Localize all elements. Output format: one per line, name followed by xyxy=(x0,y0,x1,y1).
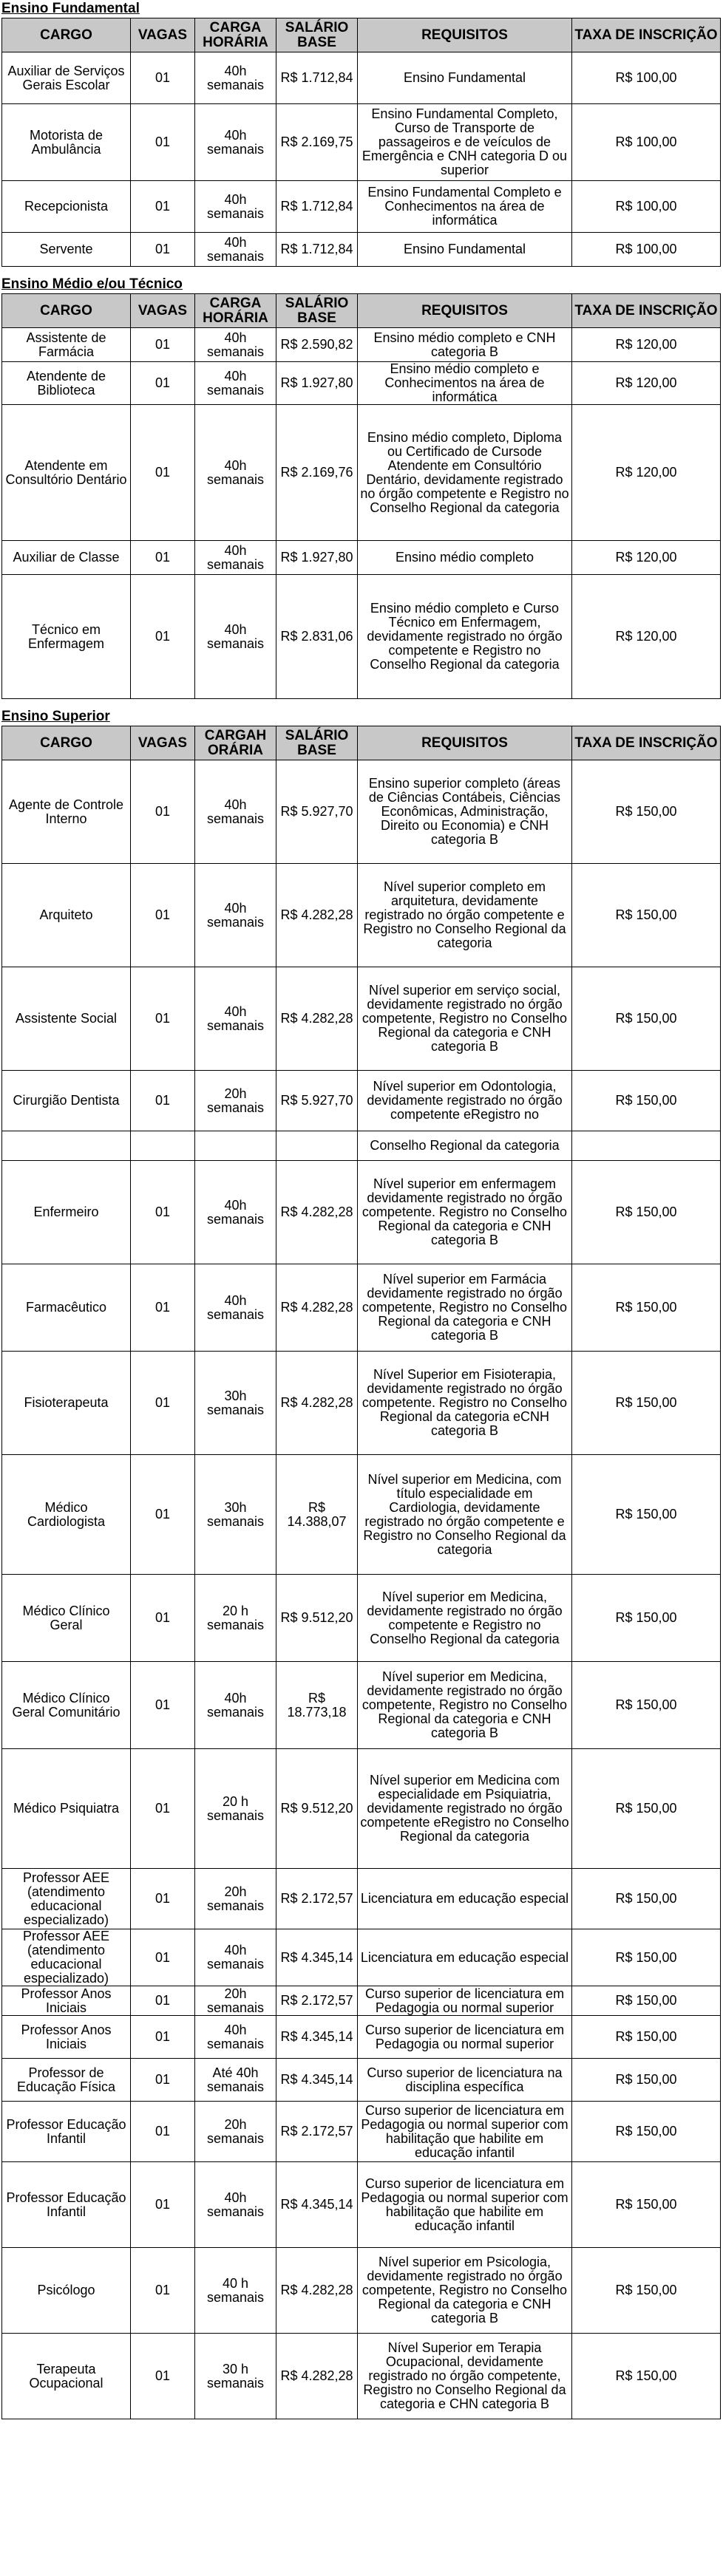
table-header xyxy=(2,294,721,328)
cargo-cell: Médico Cardiologista xyxy=(2,1455,131,1575)
cargo-cell: Fisioterapeuta xyxy=(2,1352,131,1455)
taxa-cell: R$ 120,00 xyxy=(572,328,721,362)
carga-cell: 30h semanais xyxy=(195,1455,276,1575)
table-header xyxy=(2,726,721,760)
salario-cell: R$ 5.927,70 xyxy=(276,760,358,864)
carga-cell: 40h semanais xyxy=(195,2016,276,2059)
table-row xyxy=(2,1352,721,1455)
vagas-cell: 01 xyxy=(131,541,195,575)
taxa-cell: R$ 150,00 xyxy=(572,1575,721,1662)
taxa-cell: R$ 120,00 xyxy=(572,541,721,575)
table-row xyxy=(2,405,721,541)
table-row xyxy=(2,760,721,864)
cargo-cell: Recepcionista xyxy=(2,181,131,233)
requisitos-cell: Nível superior completo em arquitetura, devidamente registrado no órgão competente e Registro no Conselho Regional da categoria xyxy=(358,864,572,967)
salario-cell: R$ 2.831,06 xyxy=(276,575,358,699)
vagas-cell: 01 xyxy=(131,2016,195,2059)
requisitos-cell: Ensino Fundamental xyxy=(358,233,572,267)
carga-cell: 30h semanais xyxy=(195,1352,276,1455)
taxa-cell: R$ 150,00 xyxy=(572,1662,721,1749)
carga-cell: 40h semanais xyxy=(195,405,276,541)
vagas-cell: 01 xyxy=(131,1161,195,1264)
salario-cell: R$ 4.345,14 xyxy=(276,2016,358,2059)
carga-cell: 20 h semanais xyxy=(195,1749,276,1869)
table-row xyxy=(2,2016,721,2059)
requisitos-cell: Ensino médio completo e CNH categoria B xyxy=(358,328,572,362)
taxa-cell: R$ 100,00 xyxy=(572,52,721,104)
salario-cell: R$ 5.927,70 xyxy=(276,1071,358,1131)
cargo-cell: Assistente de Farmácia xyxy=(2,328,131,362)
salario-cell: R$ 14.388,07 xyxy=(276,1455,358,1575)
table-row xyxy=(2,52,721,104)
column-header: CARGO xyxy=(2,294,131,328)
table-row xyxy=(2,1749,721,1869)
taxa-cell: R$ 150,00 xyxy=(572,1352,721,1455)
requisitos-cell: Nível superior em Odontologia, devidamente registrado no órgão competente eRegistro no xyxy=(358,1071,572,1131)
cargo-cell: Enfermeiro xyxy=(2,1161,131,1264)
column-header: VAGAS xyxy=(131,18,195,52)
vagas-cell: 01 xyxy=(131,1352,195,1455)
cargo-cell: Professor Anos Iniciais xyxy=(2,1986,131,2016)
vagas-cell: 01 xyxy=(131,1455,195,1575)
column-header: TAXA DE INSCRIÇÃO xyxy=(572,18,721,52)
section-title-fundamental: Ensino Fundamental xyxy=(1,1,140,16)
table-row xyxy=(2,1662,721,1749)
carga-cell: 40h semanais xyxy=(195,760,276,864)
salario-cell: R$ 2.172,57 xyxy=(276,1986,358,2016)
carga-cell: 40 h semanais xyxy=(195,2248,276,2334)
table-row xyxy=(2,1986,721,2016)
table-medio xyxy=(1,293,721,699)
carga-cell: 20h semanais xyxy=(195,1986,276,2016)
cargo-cell: Auxiliar de Classe xyxy=(2,541,131,575)
table-row xyxy=(2,575,721,699)
vagas-cell: 01 xyxy=(131,2102,195,2162)
cargo-cell: Farmacêutico xyxy=(2,1264,131,1352)
taxa-cell: R$ 150,00 xyxy=(572,1161,721,1264)
column-header: CARGA HORÁRIA xyxy=(195,18,276,52)
taxa-cell: R$ 150,00 xyxy=(572,1071,721,1131)
taxa-cell: R$ 150,00 xyxy=(572,2059,721,2102)
salario-cell: R$ 4.282,28 xyxy=(276,2248,358,2334)
column-header: CARGO xyxy=(2,18,131,52)
cargo-cell: Cirurgião Dentista xyxy=(2,1071,131,1131)
taxa-cell: R$ 150,00 xyxy=(572,1986,721,2016)
salario-cell: R$ 2.172,57 xyxy=(276,2102,358,2162)
requisitos-cell: Ensino superior completo (áreas de Ciências Contábeis, Ciências Econômicas, Administração, Direito ou Economia) e CNH categoria B xyxy=(358,760,572,864)
carga-cell: 40h semanais xyxy=(195,104,276,181)
taxa-cell: R$ 150,00 xyxy=(572,2334,721,2419)
carga-cell: 20h semanais xyxy=(195,2102,276,2162)
salario-cell: R$ 4.282,28 xyxy=(276,864,358,967)
carga-cell: 20 h semanais xyxy=(195,1575,276,1662)
salario-cell: R$ 4.345,14 xyxy=(276,2059,358,2102)
carga-cell: 40h semanais xyxy=(195,575,276,699)
vagas-cell: 01 xyxy=(131,2248,195,2334)
carga-cell: 40h semanais xyxy=(195,1161,276,1264)
vagas-cell: 01 xyxy=(131,181,195,233)
cargo-cell: Médico Psiquiatra xyxy=(2,1749,131,1869)
salario-cell: R$ 2.169,75 xyxy=(276,104,358,181)
vagas-cell: 01 xyxy=(131,967,195,1071)
table-header xyxy=(2,18,721,52)
table-row xyxy=(2,967,721,1071)
table-row xyxy=(2,362,721,405)
table-row xyxy=(2,328,721,362)
vagas-cell: 01 xyxy=(131,328,195,362)
requisitos-cell: Nível superior em Medicina, devidamente registrado no órgão competente, Registro no Conselho Regional da categoria e CNH categoria B xyxy=(358,1662,572,1749)
vagas-cell: 01 xyxy=(131,1749,195,1869)
requisitos-cell: Curso superior de licenciatura em Pedagogia ou normal superior com habilitação que habilite em educação infantil xyxy=(358,2162,572,2248)
cargo-cell: Professor Educação Infantil xyxy=(2,2102,131,2162)
taxa-cell: R$ 150,00 xyxy=(572,1929,721,1986)
column-header: VAGAS xyxy=(131,294,195,328)
table-row xyxy=(2,2248,721,2334)
vagas-cell xyxy=(131,1131,195,1161)
requisitos-cell: Nível superior em Medicina com especialidade em Psiquiatria, devidamente registrado no órgão competente eRegistro no Conselho Regional da categoria xyxy=(358,1749,572,1869)
taxa-cell: R$ 150,00 xyxy=(572,2248,721,2334)
table-row xyxy=(2,541,721,575)
cargo-cell: Arquiteto xyxy=(2,864,131,967)
cargo-cell: Professor Anos Iniciais xyxy=(2,2016,131,2059)
requisitos-cell: Ensino médio completo xyxy=(358,541,572,575)
column-header: CARGAH ORÁRIA xyxy=(195,726,276,760)
vagas-cell: 01 xyxy=(131,575,195,699)
table-row xyxy=(2,1869,721,1929)
table-row xyxy=(2,2102,721,2162)
table-row xyxy=(2,864,721,967)
column-header: SALÁRIO BASE xyxy=(276,726,358,760)
carga-cell: 40h semanais xyxy=(195,967,276,1071)
salario-cell: R$ 4.345,14 xyxy=(276,2162,358,2248)
vagas-cell: 01 xyxy=(131,362,195,405)
taxa-cell: R$ 100,00 xyxy=(572,233,721,267)
cargo-cell: Motorista de Ambulância xyxy=(2,104,131,181)
taxa-cell: R$ 150,00 xyxy=(572,2016,721,2059)
cargo-cell: Auxiliar de Serviços Gerais Escolar xyxy=(2,52,131,104)
salario-cell: R$ 2.172,57 xyxy=(276,1869,358,1929)
salario-cell: R$ 9.512,20 xyxy=(276,1575,358,1662)
salario-cell: R$ 4.282,28 xyxy=(276,1161,358,1264)
vagas-cell: 01 xyxy=(131,1575,195,1662)
taxa-cell: R$ 150,00 xyxy=(572,760,721,864)
cargo-cell: Médico Clínico Geral Comunitário xyxy=(2,1662,131,1749)
taxa-cell: R$ 150,00 xyxy=(572,2162,721,2248)
taxa-cell: R$ 150,00 xyxy=(572,1749,721,1869)
carga-cell: 40h semanais xyxy=(195,181,276,233)
salario-cell: R$ 4.282,28 xyxy=(276,1352,358,1455)
vagas-cell: 01 xyxy=(131,864,195,967)
cargo-cell: Médico Clínico Geral xyxy=(2,1575,131,1662)
requisitos-cell: Nível superior em Farmácia devidamente registrado no órgão competente, Registro no Conselho Regional da categoria e CNH categoria B xyxy=(358,1264,572,1352)
requisitos-cell: Nível superior em Medicina, devidamente registrado no órgão competente e Registro no Conselho Regional da categoria xyxy=(358,1575,572,1662)
table-row xyxy=(2,1131,721,1161)
requisitos-cell: Nível superior em enfermagem devidamente registrado no órgão competente. Registro no Conselho Regional da categoria e CNH categoria B xyxy=(358,1161,572,1264)
vagas-cell: 01 xyxy=(131,52,195,104)
salario-cell: R$ 1.712,84 xyxy=(276,233,358,267)
carga-cell: 40h semanais xyxy=(195,1662,276,1749)
table-row xyxy=(2,1264,721,1352)
cargo-cell: Atendente de Biblioteca xyxy=(2,362,131,405)
column-header: CARGA HORÁRIA xyxy=(195,294,276,328)
carga-cell: 40h semanais xyxy=(195,362,276,405)
requisitos-cell: Ensino Fundamental Completo e Conhecimentos na área de informática xyxy=(358,181,572,233)
requisitos-cell: Curso superior de licenciatura em Pedagogia ou normal superior com habilitação que habilite em educação infantil xyxy=(358,2102,572,2162)
taxa-cell: R$ 120,00 xyxy=(572,362,721,405)
column-header: REQUISITOS xyxy=(358,18,572,52)
carga-cell: Até 40h semanais xyxy=(195,2059,276,2102)
taxa-cell: R$ 150,00 xyxy=(572,2102,721,2162)
cargo-cell: Professor AEE (atendimento educacional especializado) xyxy=(2,1929,131,1986)
column-header: SALÁRIO BASE xyxy=(276,294,358,328)
table-row xyxy=(2,181,721,233)
requisitos-cell: Ensino médio completo e Conhecimentos na área de informática xyxy=(358,362,572,405)
carga-cell: 40h semanais xyxy=(195,2162,276,2248)
vagas-cell: 01 xyxy=(131,1662,195,1749)
carga-cell: 20h semanais xyxy=(195,1869,276,1929)
taxa-cell: R$ 150,00 xyxy=(572,864,721,967)
taxa-cell: R$ 150,00 xyxy=(572,1455,721,1575)
taxa-cell xyxy=(572,1131,721,1161)
requisitos-cell: Ensino Fundamental xyxy=(358,52,572,104)
requisitos-cell: Conselho Regional da categoria xyxy=(358,1131,572,1161)
table-row xyxy=(2,104,721,181)
salario-cell: R$ 2.590,82 xyxy=(276,328,358,362)
vagas-cell: 01 xyxy=(131,1869,195,1929)
requisitos-cell: Curso superior de licenciatura em Pedagogia ou normal superior xyxy=(358,2016,572,2059)
cargo-cell: Professor Educação Infantil xyxy=(2,2162,131,2248)
column-header: REQUISITOS xyxy=(358,294,572,328)
table-row xyxy=(2,2162,721,2248)
column-header: SALÁRIO BASE xyxy=(276,18,358,52)
column-header: TAXA DE INSCRIÇÃO xyxy=(572,294,721,328)
section-title-superior: Ensino Superior xyxy=(1,709,110,724)
carga-cell: 40h semanais xyxy=(195,328,276,362)
vagas-cell: 01 xyxy=(131,1071,195,1131)
salario-cell: R$ 1.712,84 xyxy=(276,181,358,233)
vagas-cell: 01 xyxy=(131,104,195,181)
requisitos-cell: Nível superior em Psicologia, devidamente registrado no órgão competente, Registro no Conselho Regional da categoria e CNH categoria B xyxy=(358,2248,572,2334)
cargo-cell: Atendente em Consultório Dentário xyxy=(2,405,131,541)
salario-cell: R$ 4.282,28 xyxy=(276,1264,358,1352)
cargo-cell: Professor de Educação Física xyxy=(2,2059,131,2102)
table-row xyxy=(2,2059,721,2102)
carga-cell: 40h semanais xyxy=(195,233,276,267)
vagas-cell: 01 xyxy=(131,760,195,864)
cargo-cell: Assistente Social xyxy=(2,967,131,1071)
salario-cell: R$ 4.282,28 xyxy=(276,967,358,1071)
cargo-cell: Servente xyxy=(2,233,131,267)
taxa-cell: R$ 150,00 xyxy=(572,1264,721,1352)
vagas-cell: 01 xyxy=(131,2059,195,2102)
requisitos-cell: Licenciatura em educação especial xyxy=(358,1869,572,1929)
requisitos-cell: Nível superior em Medicina, com título especialidade em Cardiologia, devidamente registrado no órgão competente e Registro no Conselho Regional da categoria xyxy=(358,1455,572,1575)
salario-cell: R$ 1.712,84 xyxy=(276,52,358,104)
salario-cell: R$ 1.927,80 xyxy=(276,362,358,405)
requisitos-cell: Nível superior em serviço social, devidamente registrado no órgão competente, Registro no Conselho Regional da categoria e CNH categoria B xyxy=(358,967,572,1071)
requisitos-cell: Nível Superior em Terapia Ocupacional, devidamente registrado no órgão competente, Registro no Conselho Regional da categoria e CHN categoria B xyxy=(358,2334,572,2419)
table-row xyxy=(2,1455,721,1575)
table-superior xyxy=(1,726,721,2419)
vagas-cell: 01 xyxy=(131,233,195,267)
vagas-cell: 01 xyxy=(131,1986,195,2016)
table-row xyxy=(2,1071,721,1131)
requisitos-cell: Curso superior de licenciatura na disciplina específica xyxy=(358,2059,572,2102)
vagas-cell: 01 xyxy=(131,405,195,541)
requisitos-cell: Curso superior de licenciatura em Pedagogia ou normal superior xyxy=(358,1986,572,2016)
cargo-cell: Agente de Controle Interno xyxy=(2,760,131,864)
taxa-cell: R$ 120,00 xyxy=(572,405,721,541)
salario-cell: R$ 1.927,80 xyxy=(276,541,358,575)
vagas-cell: 01 xyxy=(131,1264,195,1352)
section-title-medio: Ensino Médio e/ou Técnico xyxy=(1,276,183,292)
cargo-cell: Técnico em Enfermagem xyxy=(2,575,131,699)
vagas-cell: 01 xyxy=(131,1929,195,1986)
salario-cell: R$ 4.282,28 xyxy=(276,2334,358,2419)
taxa-cell: R$ 150,00 xyxy=(572,1869,721,1929)
cargo-cell xyxy=(2,1131,131,1161)
carga-cell: 40h semanais xyxy=(195,1264,276,1352)
salario-cell: R$ 18.773,18 xyxy=(276,1662,358,1749)
column-header: TAXA DE INSCRIÇÃO xyxy=(572,726,721,760)
column-header: REQUISITOS xyxy=(358,726,572,760)
requisitos-cell: Ensino médio completo e Curso Técnico em Enfermagem, devidamente registrado no órgão competente e Registro no Conselho Regional da categoria xyxy=(358,575,572,699)
cargo-cell: Professor AEE (atendimento educacional especializado) xyxy=(2,1869,131,1929)
taxa-cell: R$ 120,00 xyxy=(572,575,721,699)
requisitos-cell: Ensino Fundamental Completo, Curso de Transporte de passageiros e de veículos de Emergência e CNH categoria D ou superior xyxy=(358,104,572,181)
vagas-cell: 01 xyxy=(131,2334,195,2419)
carga-cell: 40h semanais xyxy=(195,1929,276,1986)
column-header: CARGO xyxy=(2,726,131,760)
salario-cell: R$ 4.345,14 xyxy=(276,1929,358,1986)
requisitos-cell: Nível Superior em Fisioterapia, devidamente registrado no órgão competente. Registro no Conselho Regional da categoria eCNH categoria B xyxy=(358,1352,572,1455)
column-header: VAGAS xyxy=(131,726,195,760)
carga-cell xyxy=(195,1131,276,1161)
carga-cell: 40h semanais xyxy=(195,52,276,104)
vagas-cell: 01 xyxy=(131,2162,195,2248)
cargo-cell: Terapeuta Ocupacional xyxy=(2,2334,131,2419)
table-row xyxy=(2,1161,721,1264)
salario-cell: R$ 2.169,76 xyxy=(276,405,358,541)
requisitos-cell: Ensino médio completo, Diploma ou Certificado de Cursode Atendente em Consultório Dentário, devidamente registrado no órgão competente e Registro no Conselho Regional da categoria xyxy=(358,405,572,541)
requisitos-cell: Licenciatura em educação especial xyxy=(358,1929,572,1986)
table-row xyxy=(2,2334,721,2419)
salario-cell xyxy=(276,1131,358,1161)
taxa-cell: R$ 100,00 xyxy=(572,104,721,181)
salario-cell: R$ 9.512,20 xyxy=(276,1749,358,1869)
table-row xyxy=(2,1929,721,1986)
carga-cell: 40h semanais xyxy=(195,864,276,967)
table-row xyxy=(2,233,721,267)
cargo-cell: Psicólogo xyxy=(2,2248,131,2334)
taxa-cell: R$ 100,00 xyxy=(572,181,721,233)
table-row xyxy=(2,1575,721,1662)
carga-cell: 20h semanais xyxy=(195,1071,276,1131)
carga-cell: 30 h semanais xyxy=(195,2334,276,2419)
taxa-cell: R$ 150,00 xyxy=(572,967,721,1071)
carga-cell: 40h semanais xyxy=(195,541,276,575)
table-fundamental xyxy=(1,18,721,267)
